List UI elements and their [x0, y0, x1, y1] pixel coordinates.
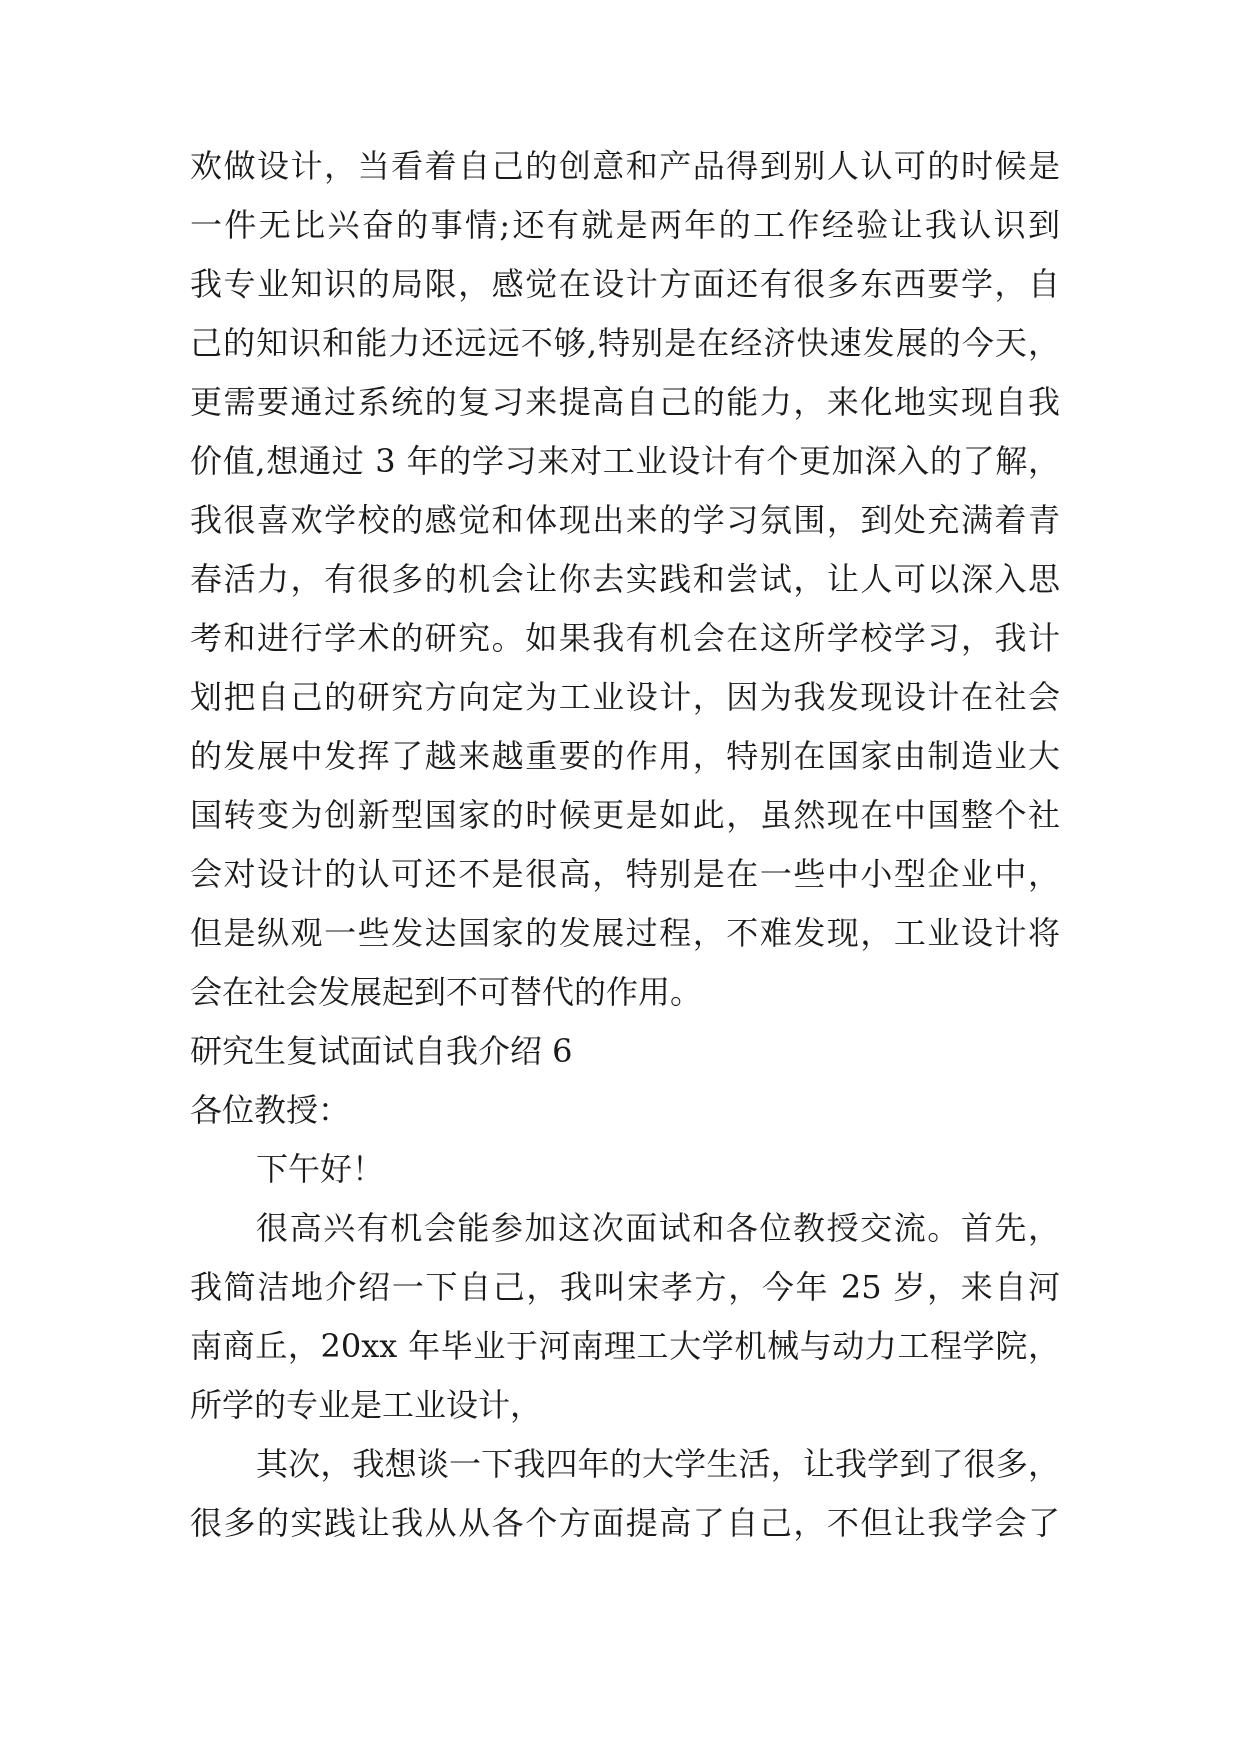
body-text-line: 所学的专业是工业设计， — [190, 1386, 543, 1424]
body-text-line: 春活力，有很多的机会让你去实践和尝试，让人可以深入思 — [190, 560, 1060, 598]
body-text-line: 但是纵观一些发达国家的发展过程，不难发现，工业设计将 — [190, 914, 1060, 952]
body-text-line: 我简洁地介绍一下自己，我叫宋孝方，今年 25 岁，来自河 — [190, 1268, 1060, 1306]
body-text-line: 己的知识和能力还远远不够,特别是在经济快速发展的今天， — [190, 324, 1060, 362]
body-text-line: 很多的实践让我从从各个方面提高了自己，不但让我学会了 — [190, 1504, 1060, 1542]
greeting: 下午好！ — [256, 1150, 385, 1188]
body-text-line: 划把自己的研究方向定为工业设计，因为我发现设计在社会 — [190, 678, 1060, 716]
body-text-line: 很高兴有机会能参加这次面试和各位教授交流。首先， — [256, 1209, 1060, 1247]
body-text-line: 会对设计的认可还不是很高，特别是在一些中小型企业中， — [190, 855, 1060, 893]
body-text-line: 的发展中发挥了越来越重要的作用，特别在国家由制造业大 — [190, 737, 1060, 775]
body-text-line: 南商丘，20xx 年毕业于河南理工大学机械与动力工程学院， — [190, 1327, 1060, 1365]
salutation: 各位教授： — [190, 1091, 351, 1129]
body-text-line: 一件无比兴奋的事情;还有就是两年的工作经验让我认识到 — [190, 206, 1060, 244]
body-text-line: 考和进行学术的研究。如果我有机会在这所学校学习，我计 — [190, 619, 1060, 657]
body-text-line: 我专业知识的局限，感觉在设计方面还有很多东西要学，自 — [190, 265, 1060, 303]
body-text-line: 更需要通过系统的复习来提高自己的能力，来化地实现自我 — [190, 383, 1060, 421]
body-text-line: 价值,想通过 3 年的学习来对工业设计有个更加深入的了解， — [190, 442, 1060, 480]
section-heading: 研究生复试面试自我介绍 6 — [190, 1032, 573, 1070]
body-text-line: 我很喜欢学校的感觉和体现出来的学习氛围，到处充满着青 — [190, 501, 1060, 539]
body-text-line: 会在社会发展起到不可替代的作用。 — [190, 973, 703, 1011]
body-text-line: 欢做设计，当看着自己的创意和产品得到别人认可的时候是 — [190, 147, 1060, 185]
body-text-line: 其次，我想谈一下我四年的大学生活，让我学到了很多， — [256, 1445, 1060, 1483]
body-text-line: 国转变为创新型国家的时候更是如此，虽然现在中国整个社 — [190, 796, 1060, 834]
